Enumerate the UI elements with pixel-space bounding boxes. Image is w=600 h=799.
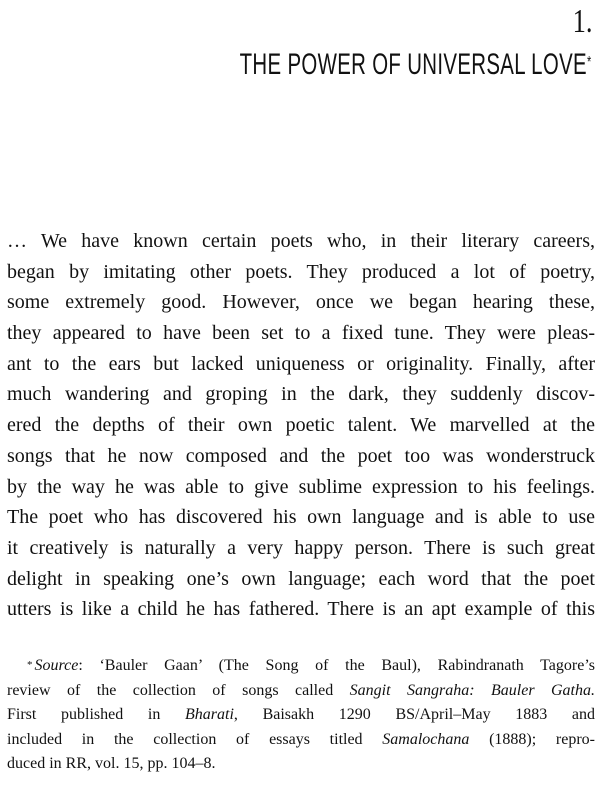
- body-line: began by imitating other poets. They produced a lot of poetry,: [7, 260, 595, 283]
- footnote-italic-title: Sangit Sangraha: Bauler Gatha.: [349, 681, 595, 699]
- body-line: utters is like a child he has fathered. There is an apt example of this: [7, 598, 595, 621]
- chapter-title: [240, 48, 592, 82]
- body-line: delight in speaking one’s own language; each word that the poet: [7, 567, 595, 590]
- footnote-text: (1888); repro-: [469, 730, 596, 748]
- body-line: … We have known certain poets who, in their literary careers,: [7, 230, 595, 252]
- body-line: they appeared to have been set to a fixed tune. They were pleas-: [7, 322, 595, 345]
- body-line: it creatively is naturally a very happy person. There is such great: [7, 536, 595, 559]
- footnote-line: duced in RR, vol. 15, pp. 104–8.: [7, 755, 216, 772]
- body-line: by the way he was able to give sublime expression to his feelings.: [7, 475, 595, 498]
- chapter-title-footnote-marker: *: [587, 54, 592, 71]
- footnote-italic-title: Samalochana: [382, 730, 470, 748]
- chapter-number: 1.: [572, 3, 592, 40]
- footnote-text: First published in: [7, 706, 186, 723]
- footnote-line: [7, 654, 595, 679]
- footnote-text: review of the collection of songs called: [7, 681, 350, 699]
- body-line: songs that he now composed and the poet too was wonderstruck: [7, 444, 595, 467]
- body-line: ered the depths of their own poetic talent. We marvelled at the: [7, 414, 595, 437]
- footnote-text: included in the collection of essays titled: [7, 730, 383, 748]
- body-line: ant to the ears but lacked uniqueness or originality. Finally, after: [7, 352, 595, 375]
- chapter-title-text: THE POWER OF UNIVERSAL LOVE: [240, 48, 588, 81]
- body-line: some extremely good. However, once we began hearing these,: [7, 291, 595, 314]
- footnote-line: [7, 728, 595, 753]
- footnote-italic-title: Bharati: [185, 706, 234, 723]
- footnote-line: [7, 679, 595, 704]
- body-line: The poet who has discovered his own language and is able to use: [7, 506, 595, 529]
- body-text: [7, 226, 595, 625]
- footnote-line: [7, 703, 595, 728]
- footnote: [7, 654, 595, 777]
- footnote-text: : ‘Bauler Gaan’ (The Song of the Baul), Rabindranath Tagore’s: [78, 657, 595, 674]
- footnote-source-label: Source: [34, 657, 79, 674]
- footnote-text: , Baisakh 1290 BS/April–May 1883 and: [233, 706, 596, 723]
- body-line: much wandering and groping in the dark, they suddenly discov-: [7, 383, 595, 406]
- footnote-marker: *: [27, 659, 33, 671]
